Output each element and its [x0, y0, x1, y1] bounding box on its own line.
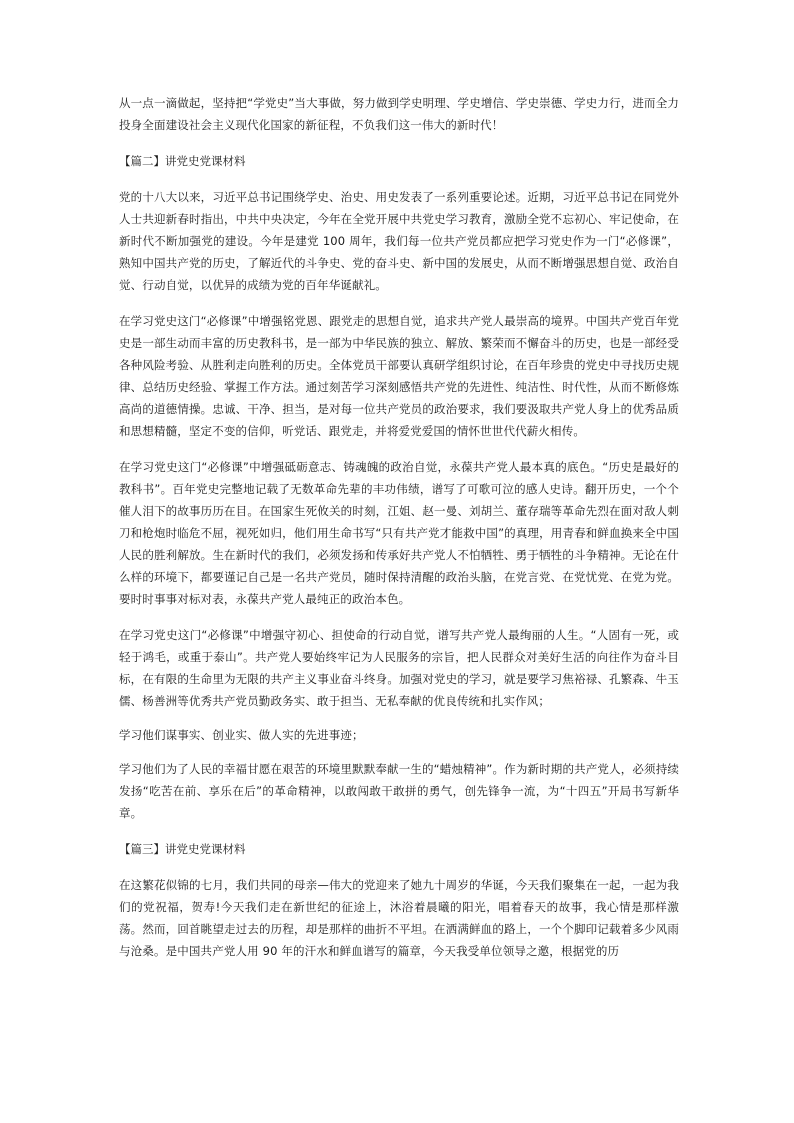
body-paragraph: 在学习党史这门“必修课”中增强铭党恩、跟党走的思想自觉，追求共产党人最崇高的境界。中国共产党百年党史是一部生动而丰富的历史教科书，是一部为中华民族的独立、解放、繁荣而不懈奋斗的历史，也是一部经受各种风险考验、从胜利走向胜利的历史。全体党员干部要认真研学组织讨论，在百年珍贵的党史中寻找历史规律、总结历史经验、掌握工作方法。通过刻苦学习深刻感悟共产党的先进性、纯洁性、时代性，从而不断修炼高尚的道德情操。忠诚、干净、担当，是对每一位共产党员的政治要求，我们要汲取共产党人身上的优秀品质和思想精髓，坚定不变的信仰，听党话、跟党走，并将爱党爱国的情怀世世代代薪火相传。: [119, 314, 679, 438]
section-heading-2: 【篇二】讲党史党课材料: [119, 154, 246, 168]
body-paragraph: 党的十八大以来，习近平总书记围绕学史、治史、用史发表了一系列重要论述。近期，习近平总书记在同党外人士共迎新春时指出，中共中央决定，今年在全党开展中共党史学习教育，激励全党不忘初心、牢记使命，在新时代不断加强党的建设。今年是建党 100 周年，我们每一位共产党员都应把学习党史作为一门“必修课”，熟知中国共产党的历史，了解近代的斗争史、党的奋斗史、新中国的发展史，从而不断增强思想自觉、政治自觉、行动自觉，以优异的成绩为党的百年华诞献礼。: [119, 190, 679, 292]
body-paragraph: 学习他们谋事实、创业实、做人实的先进事迹；: [119, 728, 364, 742]
section-heading-3: 【篇三】讲党史党课材料: [119, 842, 246, 856]
body-paragraph: 学习他们为了人民的幸福甘愿在艰苦的环境里默默奉献一生的“蜡烛精神”。作为新时期的共产党人，必须持续发扬“吃苦在前、享乐在后”的革命精神，以敢闯敢干敢拼的勇气，创先锋争一流，为“十四五”开局书写新华章。: [119, 762, 679, 820]
intro-paragraph: 从一点一滴做起，坚持把“学党史”当大事做，努力做到学史明理、学史增信、学史崇德、学史力行，进而全力投身全面建设社会主义现代化国家的新征程，不负我们这一伟大的新时代！: [119, 96, 679, 132]
body-paragraph: 在学习党史这门“必修课”中增强守初心、担使命的行动自觉，谱写共产党人最绚丽的人生。“人固有一死，或轻于鸿毛，或重于泰山”。共产党人要始终牢记为人民服务的宗旨，把人民群众对美好生活的向往作为奋斗目标，在有限的生命里为无限的共产主义事业奋斗终身。加强对党史的学习，就是要学习焦裕禄、孔繁森、牛玉儒、杨善洲等优秀共产党员勤政务实、敢于担当、无私奉献的优良传统和扎实作风；: [119, 628, 679, 708]
body-paragraph: 在学习党史这门“必修课”中增强砥砺意志、铸魂魄的政治自觉，永葆共产党人最本真的底色。“历史是最好的教科书”。百年党史完整地记载了无数革命先辈的丰功伟绩，谱写了可歌可泣的感人史诗。翻开历史，一个个催人泪下的故事历历在目。在国家生死攸关的时刻，江姐、赵一曼、刘胡兰、董存瑞等革命先烈在面对敌人刺刀和枪炮时临危不屈，视死如归，他们用生命书写“只有共产党才能救中国”的真理，用青春和鲜血换来全中国人民的胜利解放。生在新时代的我们，必须发扬和传承好共产党人不怕牺牲、勇于牺牲的斗争精神。无论在什么样的环境下，都要谨记自己是一名共产党员，随时保持清醒的政治头脑，在党言党、在党忧党、在党为党。要时时事事对标对表，永葆共产党人最纯正的政治本色。: [119, 460, 679, 606]
body-paragraph: 在这繁花似锦的七月，我们共同的母亲—伟大的党迎来了她九十周岁的华诞，今天我们聚集在一起，一起为我们的党祝福，贺寿!今天我们走在新世纪的征途上，沐浴着晨曦的阳光，唱着春天的故事，我心情是那样激荡。然而，回首眺望走过去的历程，却是那样的曲折不平坦。在洒满鲜血的路上，一个个脚印记载着多少风雨与沧桑。是中国共产党人用 90 年的汗水和鲜血谱写的篇章，今天我受单位领导之邀，根据党的历: [119, 878, 679, 958]
document-page: [119, 92, 679, 962]
